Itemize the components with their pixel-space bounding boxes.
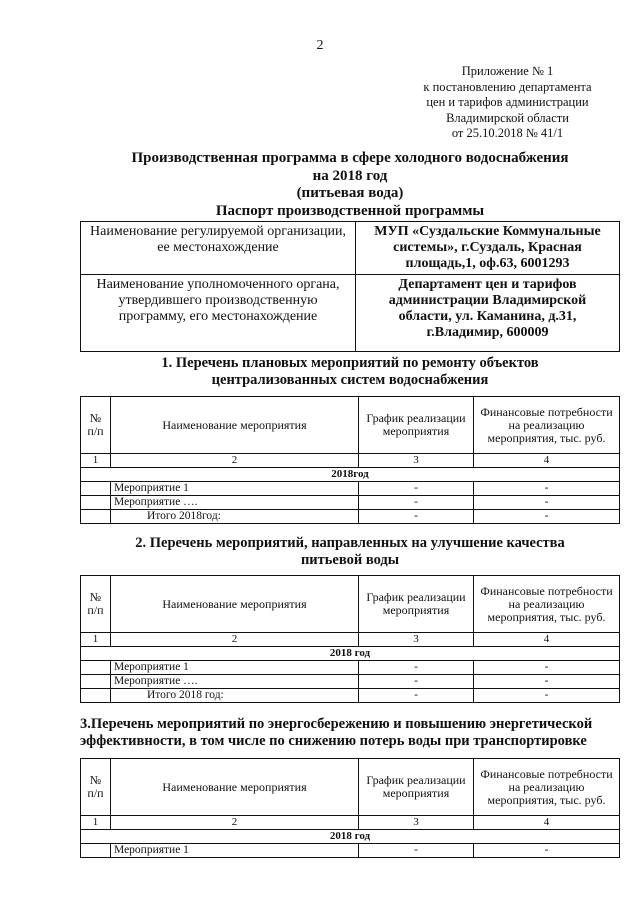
column-number-row	[81, 633, 620, 647]
section-1-heading	[80, 355, 620, 389]
col-finance-header: Финансовые потребности на реализацию мероприятия, тыс. руб.	[474, 397, 620, 454]
col-number: 2	[111, 633, 359, 647]
appendix-line: Владимирской области	[446, 110, 569, 125]
section-2-heading	[80, 535, 620, 569]
year-row	[81, 647, 620, 661]
header-row	[81, 576, 620, 633]
year-label: 2018год	[81, 468, 620, 482]
row-num	[81, 675, 111, 689]
col-name-header: Наименование мероприятия	[111, 759, 359, 816]
total-schedule: -	[359, 689, 474, 703]
heading-line: питьевой воды	[300, 552, 400, 568]
total-finance: -	[474, 510, 620, 524]
table-row	[81, 844, 620, 858]
column-number-row	[81, 816, 620, 830]
heading-line: 2. Перечень мероприятий, направленных на улучшение качества	[135, 535, 565, 551]
year-label: 2018 год	[81, 830, 620, 844]
col-name-header: Наименование мероприятия	[111, 576, 359, 633]
table-row	[81, 482, 620, 496]
col-schedule-header: График реализации мероприятия	[359, 397, 474, 454]
row-num	[81, 510, 111, 524]
passport-value: Департамент цен и тарифов администрации Владимирской области, ул. Каманина, д.31, г.Владимир, 600009	[356, 275, 620, 352]
header-row	[81, 759, 620, 816]
row-num	[81, 689, 111, 703]
title-line: на 2018 год	[312, 167, 388, 184]
table-row	[81, 675, 620, 689]
passport-row	[81, 222, 620, 275]
col-number: 4	[474, 816, 620, 830]
year-row	[81, 468, 620, 482]
measure-schedule: -	[359, 482, 474, 496]
section-3-table	[80, 758, 620, 858]
row-num	[81, 844, 111, 858]
measure-finance: -	[474, 496, 620, 510]
col-name-header: Наименование мероприятия	[111, 397, 359, 454]
measure-finance: -	[474, 661, 620, 675]
section-1-table	[80, 396, 620, 524]
col-finance-header: Финансовые потребности на реализацию мероприятия, тыс. руб.	[474, 759, 620, 816]
total-label: Итого 2018 год:	[111, 689, 359, 703]
page-number: 2	[316, 38, 324, 53]
col-number: 2	[111, 816, 359, 830]
col-number: 3	[359, 816, 474, 830]
measure-name: Мероприятие 1	[111, 661, 359, 675]
col-number: 1	[81, 633, 111, 647]
total-finance: -	[474, 689, 620, 703]
measure-name: Мероприятие 1	[111, 482, 359, 496]
measure-schedule: -	[359, 844, 474, 858]
col-schedule-header: График реализации мероприятия	[359, 759, 474, 816]
measure-finance: -	[474, 675, 620, 689]
col-number: 2	[111, 454, 359, 468]
title-line: Паспорт производственной программы	[215, 202, 485, 219]
col-number: 4	[474, 454, 620, 468]
passport-label: Наименование регулируемой организации, ее местонахождение	[81, 222, 356, 275]
appendix-line: Приложение № 1	[461, 64, 554, 78]
col-finance-header: Финансовые потребности на реализацию мероприятия, тыс. руб.	[474, 576, 620, 633]
heading-line: 3.Перечень мероприятий по энергосбережению и повышению энергетической	[80, 716, 593, 732]
measure-schedule: -	[359, 496, 474, 510]
col-number: 4	[474, 633, 620, 647]
appendix-line: цен и тарифов администрации	[426, 95, 589, 110]
appendix-line: от 25.10.2018 № 41/1	[451, 126, 564, 141]
passport-label: Наименование уполномоченного органа, утвердившего производственную программу, его местонахождение	[81, 275, 356, 352]
row-num	[81, 661, 111, 675]
measure-schedule: -	[359, 675, 474, 689]
title-line: Производственная программа в сфере холодного водоснабжения	[131, 150, 569, 166]
table-row	[81, 661, 620, 675]
col-num-header: № п/п	[81, 397, 111, 454]
heading-line: централизованных систем водоснабжения	[211, 372, 489, 388]
appendix-line: к постановлению департамента	[423, 79, 592, 94]
measure-name: Мероприятие ….	[111, 675, 359, 689]
header-row	[81, 397, 620, 454]
total-row	[81, 689, 620, 703]
title-line: (питьевая вода)	[296, 185, 404, 201]
document-title	[80, 150, 620, 220]
col-number: 3	[359, 633, 474, 647]
total-row	[81, 510, 620, 524]
total-label: Итого 2018год:	[111, 510, 359, 524]
row-num	[81, 482, 111, 496]
section-3-heading	[80, 716, 620, 750]
heading-line: 1. Перечень плановых мероприятий по ремонту объектов	[161, 355, 539, 371]
measure-schedule: -	[359, 661, 474, 675]
column-number-row	[81, 454, 620, 468]
measure-name: Мероприятие 1	[111, 844, 359, 858]
col-number: 1	[81, 816, 111, 830]
total-schedule: -	[359, 510, 474, 524]
measure-name: Мероприятие ….	[111, 496, 359, 510]
appendix-block	[405, 64, 610, 142]
passport-row	[81, 275, 620, 352]
row-num	[81, 496, 111, 510]
table-row	[81, 496, 620, 510]
passport-table	[80, 221, 620, 352]
year-row	[81, 830, 620, 844]
heading-line: эффективности, в том числе по снижению потерь воды при транспортировке	[80, 733, 587, 749]
year-label: 2018 год	[81, 647, 620, 661]
section-2-table	[80, 575, 620, 703]
col-schedule-header: График реализации мероприятия	[359, 576, 474, 633]
col-num-header: № п/п	[81, 576, 111, 633]
col-number: 1	[81, 454, 111, 468]
col-number: 3	[359, 454, 474, 468]
measure-finance: -	[474, 482, 620, 496]
passport-value: МУП «Суздальские Коммунальные системы», г.Суздаль, Красная площадь,1, оф.63, 6001293	[356, 222, 620, 275]
col-num-header: № п/п	[81, 759, 111, 816]
measure-finance: -	[474, 844, 620, 858]
